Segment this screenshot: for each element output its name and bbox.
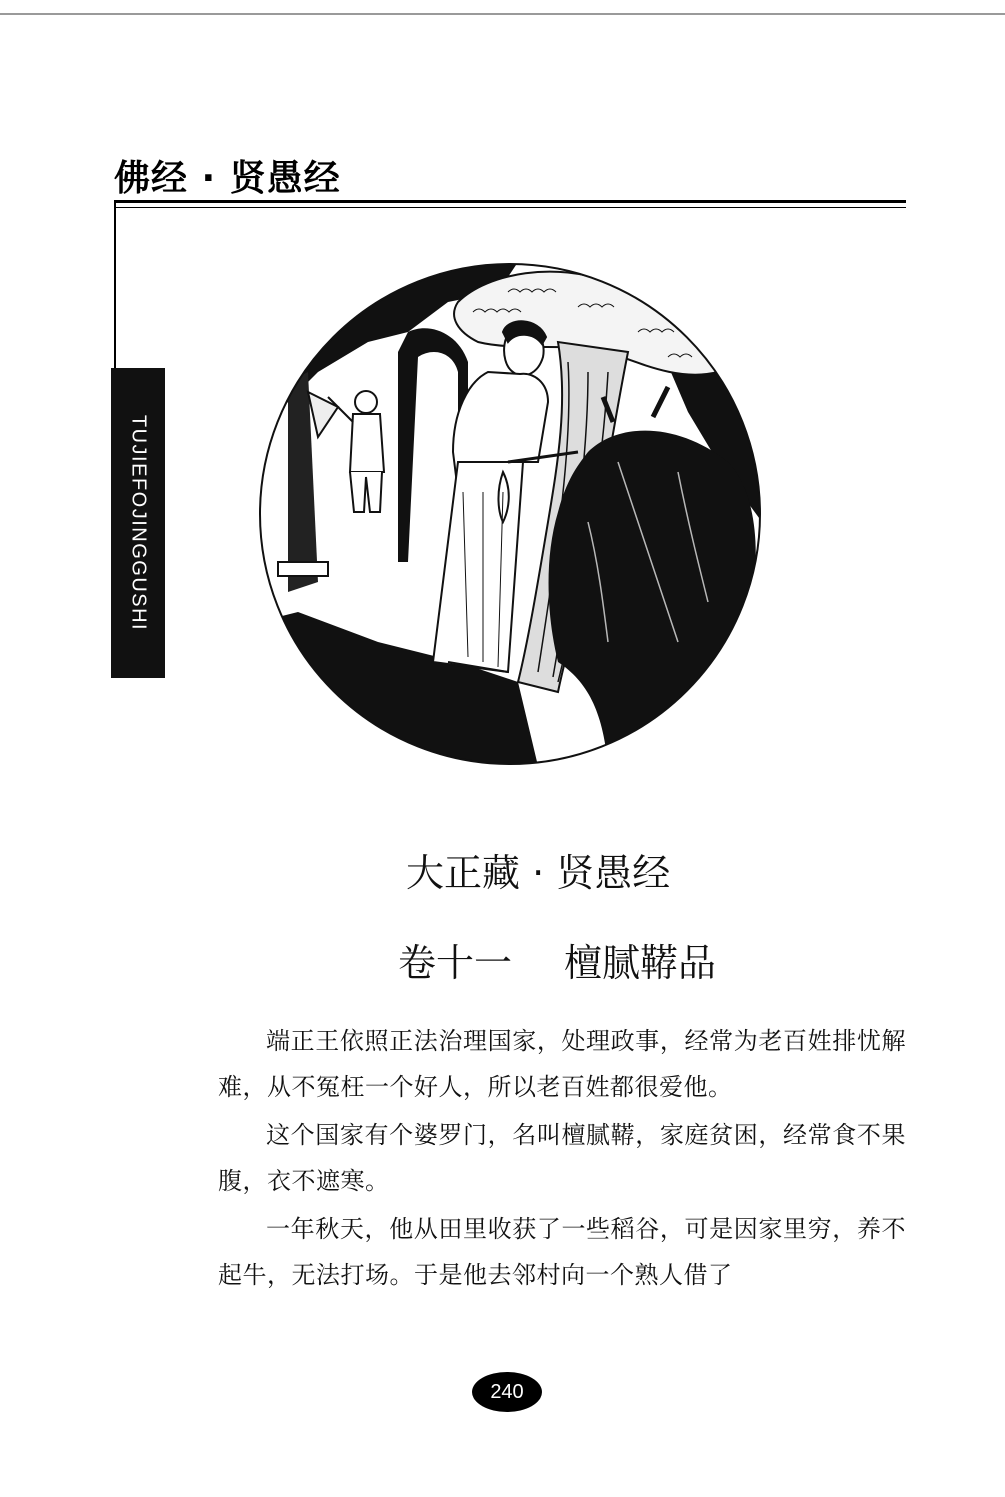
header-rule-thick [114, 200, 906, 203]
side-label-band [111, 368, 165, 678]
chapter-subtitle [398, 932, 716, 987]
paragraph: 一年秋天，他从田里收获了一些稻谷，可是因家里穷，养不起牛，无法打场。于是他去邻村向一个熟人借了 [218, 1215, 906, 1289]
header-rule-vertical [114, 200, 116, 370]
page-number-badge [472, 1372, 542, 1412]
paragraph: 这个国家有个婆罗门，名叫檀腻鞯，家庭贫困，经常食不果腹，衣不遮寒。 [218, 1121, 906, 1195]
page-number: 240 [490, 1380, 524, 1403]
chapter-title: 大正藏 · 贤愚经 [406, 851, 671, 895]
body-text [218, 1018, 906, 1300]
illustration [258, 262, 762, 766]
header-rule-thin [114, 207, 906, 208]
page-header-title: 佛经 · 贤愚经 [114, 158, 341, 199]
paragraph: 端正王依照正法治理国家，处理政事，经常为老百姓排忧解难，从不冤枉一个好人，所以老百姓都很爱他。 [218, 1027, 906, 1101]
section-label: 檀腻鞯品 [564, 941, 717, 985]
volume-label: 卷十一 [398, 941, 513, 985]
top-rule [0, 13, 1005, 15]
side-label-text: TUJIEFOJINGGUSHI [127, 414, 150, 632]
